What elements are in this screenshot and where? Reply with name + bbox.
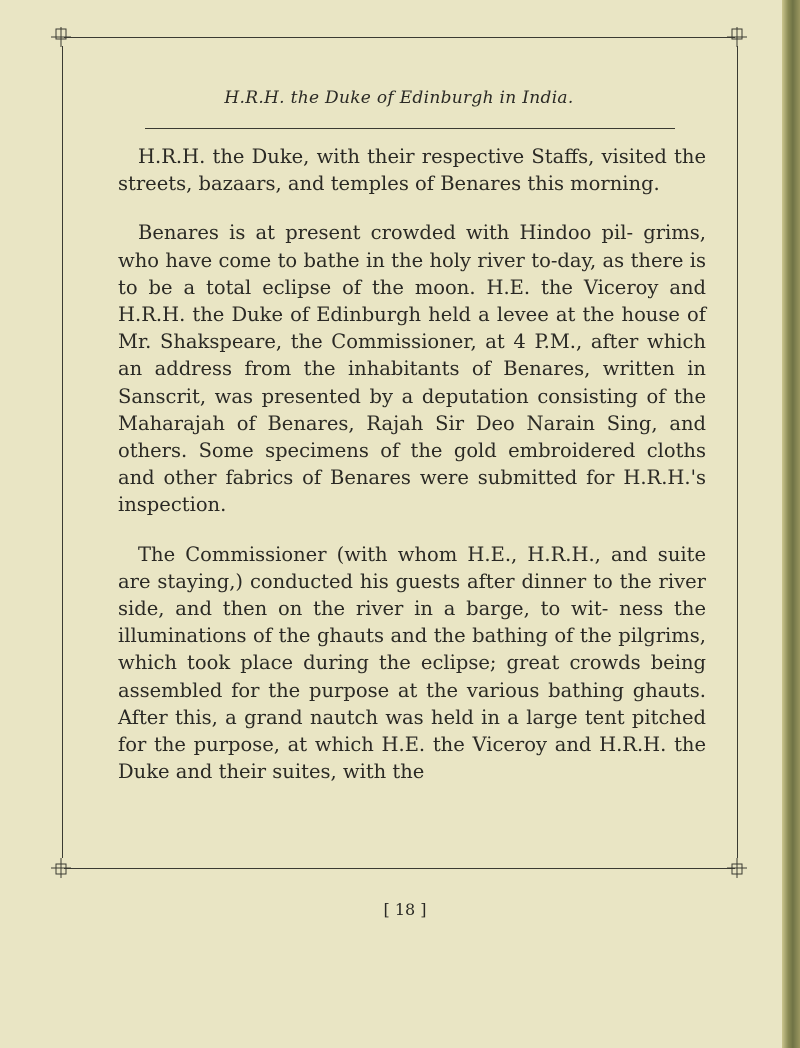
border-bottom-rule [64, 868, 735, 869]
paragraph: Benares is at present crowded with Hindoo pil- grims, who have come to bathe in the holy river to-day, as there is to be a total eclipse of the moon. H.E. the Viceroy and H.R.H. the Duke of Edinburgh held a levee at the house of Mr. Shakspeare, the Commissioner, at 4 P.M., after which an address from the inhabitants of Benares, written in Sanscrit, was presented by a deputation consisting of the Maharajah of Benares, Rajah Sir Deo Narain Sing, and others. Some specimens of the gold embroidered cloths and other fabrics of Benares were submitted for H.R.H.'s inspection. [118, 221, 706, 517]
page-number: [ 18 ] [383, 900, 427, 919]
page-edge-shadow [782, 0, 800, 1048]
body-text [118, 143, 706, 785]
corner-ornament-bottom-left [50, 857, 72, 879]
border-top-rule [64, 37, 735, 38]
corner-ornament-top-left [50, 26, 72, 48]
running-head: H.R.H. the Duke of Edinburgh in India. [224, 88, 574, 108]
border-left-rule [62, 46, 63, 858]
paragraph: The Commissioner (with whom H.E., H.R.H., and suite are staying,) conducted his guests after dinner to the river side, and then on the river in a barge, to wit- ness the illuminations of the ghauts and the bathing of the pilgrims, which took place during the eclipse; great crowds being assembled for the purpose at the various bathing ghauts. After this, a grand nautch was held in a large tent pitched for the purpose, at which H.E. the Viceroy and H.R.H. the Duke and their suites, with the [118, 542, 706, 784]
corner-ornament-top-right [726, 26, 748, 48]
paragraph: H.R.H. the Duke, with their respective Staffs, visited the streets, bazaars, and temples of Benares this morning. [118, 145, 706, 196]
border-right-rule [737, 46, 738, 858]
corner-ornament-bottom-right [726, 857, 748, 879]
running-head-rule [145, 128, 675, 129]
